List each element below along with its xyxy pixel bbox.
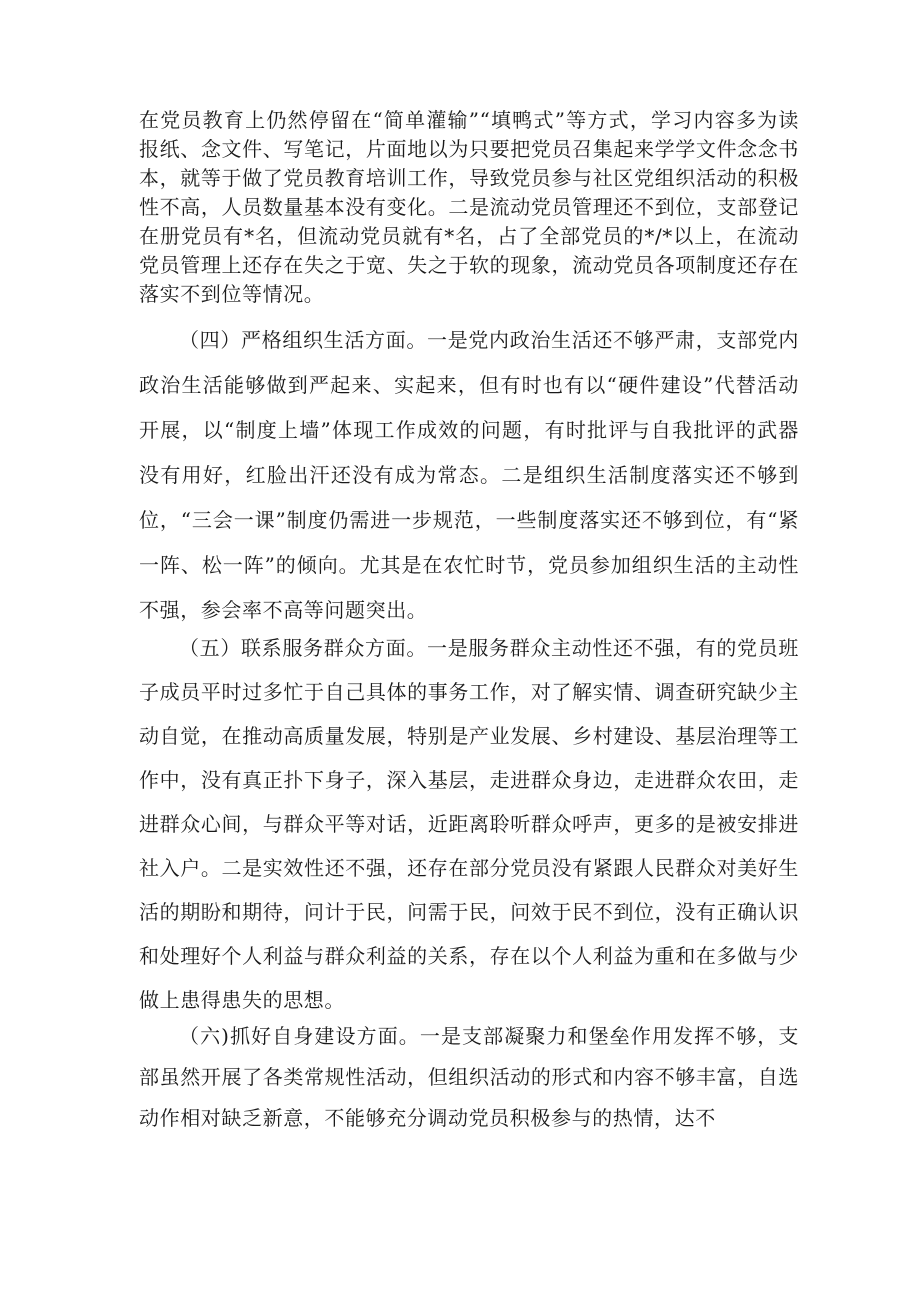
paragraph-section-6-self-building: （六)抓好自身建设方面。一是支部凝聚力和堡垒作用发挥不够，支部虽然开展了各类常规性活动，但组织活动的形式和内容不够丰富，自选动作相对缺乏新意，不能够充分调动党员积极参与的热情，达不 bbox=[139, 1024, 799, 1130]
paragraph-section-4-organizational-life: （四）严格组织生活方面。一是党内政治生活还不够严肃，支部党内政治生活能够做到严起来、实起来，但有时也有以“硬件建设”代替活动开展，以“制度上墙”体现工作成效的问题，有时批评与自我批评的武器没有用好，红脸出汗还没有成为常态。二是组织生活制度落实还不够到位，“三会一课”制度仍需进一步规范，一些制度落实还不够到位，有“紧一阵、松一阵”的倾向。尤其是在农忙时节，党员参加组织生活的主动性不强，参会率不高等问题突出。 bbox=[139, 328, 799, 622]
paragraph-continued-party-education: 在党员教育上仍然停留在“简单灌输”“填鸭式”等方式，学习内容多为读报纸、念文件、写笔记，片面地以为只要把党员召集起来学学文件念念书本，就等于做了党员教育培训工作，导致党员参与社区党组织活动的积极性不高，人员数量基本没有变化。二是流动党员管理还不到位，支部登记在册党员有*名，但流动党员就有*名，占了全部党员的*/*以上，在流动党员管理上还存在失之于宽、失之于软的现象，流动党员各项制度还存在落实不到位等情况。 bbox=[139, 108, 799, 306]
paragraph-section-5-serving-masses: （五）联系服务群众方面。一是服务群众主动性还不强，有的党员班子成员平时过多忙于自己具体的事务工作，对了解实情、调查研究缺少主动自觉，在推动高质量发展，特别是产业发展、乡村建设、基层治理等工作中，没有真正扑下身子，深入基层，走进群众身边，走进群众农田，走进群众心间，与群众平等对话，近距离聆听群众呼声，更多的是被安排进社入户。二是实效性还不强，还存在部分党员没有紧跟人民群众对美好生活的期盼和期待，问计于民，问需于民，问效于民不到位，没有正确认识和处理好个人利益与群众利益的关系，存在以个人利益为重和在多做与少做上患得患失的思想。 bbox=[139, 636, 799, 1012]
